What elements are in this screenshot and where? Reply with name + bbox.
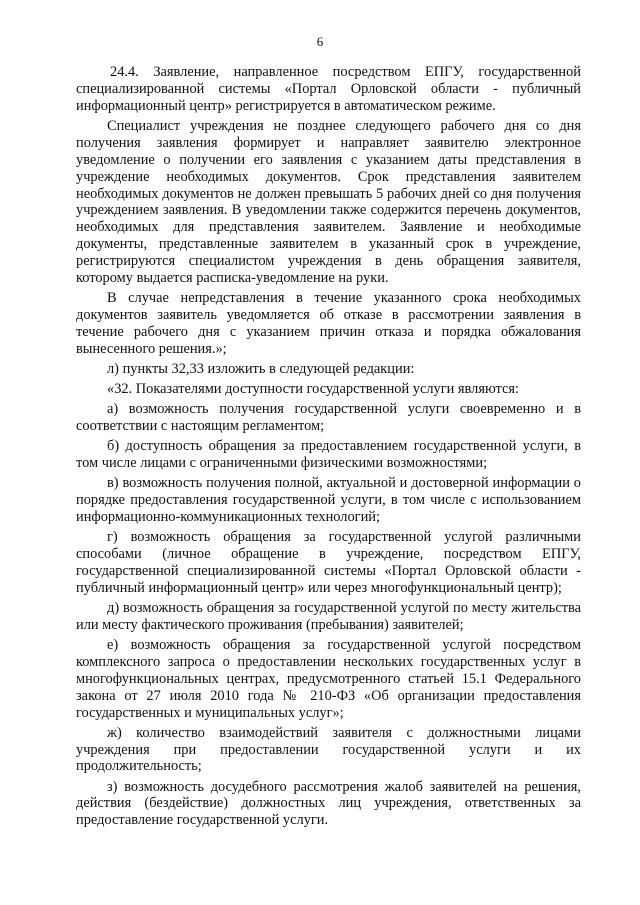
paragraph-item-32-heading: «32. Показателями доступности государственной услуги являются: bbox=[107, 381, 519, 398]
paragraph-sub-z: з) возможность досудебного рассмотрения жалоб заявителей на решения, действия (бездействие) должностных лиц учреждения, ответственных за предоставление государственной услуги. bbox=[76, 778, 581, 829]
paragraph-sub-v: в) возможность получения полной, актуальной и достоверной информации о порядке предоставления государственной услуги, в том числе с использованием информационно-коммуникационных технологий; bbox=[76, 475, 581, 525]
paragraph-24-4: 24.4. Заявление, направленное посредством ЕПГУ, государственной специализированной системы «Портал Орловской области - публичный информационный центр» регистрируется в автоматическом режиме. bbox=[76, 64, 581, 114]
paragraph-sub-a: а) возможность получения государственной услуги своевременно и в соответствии с настоящим регламентом; bbox=[76, 401, 581, 435]
paragraph-sub-zh: ж) количество взаимодействий заявителя с должностными лицами учреждения при предоставлении государственной услуги и их продолжительность; bbox=[76, 724, 581, 775]
paragraph-item-l: л) пункты 32,33 изложить в следующей редакции: bbox=[107, 360, 415, 377]
paragraph-sub-g: г) возможность обращения за государственной услугой различными способами (личное обращение в учреждение, посредством ЕПГУ, государственной специализированной системы «Портал Орловской области - публичный информационный центр» или через многофункциональный центр); bbox=[76, 529, 581, 596]
page-number: 6 bbox=[316, 34, 324, 49]
paragraph-sub-b: б) доступность обращения за предоставлением государственной услуги, в том числе лицами с ограниченными физическими возможностями; bbox=[76, 438, 581, 472]
paragraph-sub-d: д) возможность обращения за государственной услугой по месту жительства или месту фактического проживания (пребывания) заявителей; bbox=[76, 599, 581, 633]
paragraph-non-submission: В случае непредставления в течение указанного срока необходимых документов заявитель уведомляется об отказе в рассмотрении заявления в течение рабочего дня с указанием причин отказа и порядка обжалования вынесенного решения.»; bbox=[76, 290, 581, 357]
document-body bbox=[76, 64, 581, 832]
paragraph-sub-e: е) возможность обращения за государственной услугой посредством комплексного запроса о предоставлении нескольких государственных услуг в многофункциональных центрах, предусмотренного статьей 15.1 Федерального закона от 27 июля 2010 года № 210-ФЗ «Об организации предоставления государственных и муниципальных услуг»; bbox=[76, 636, 581, 721]
paragraph-specialist-notice: Специалист учреждения не позднее следующего рабочего дня со дня получения заявления формирует и направляет заявителю электронное уведомление о получении его заявления с указанием даты представления в учреждение необходимых документов. Срок представления заявителем необходимых документов не должен превышать 5 рабочих дней со дня получения учреждением заявления. В уведомлении также содержится перечень документов, необходимых для представления заявителем. Заявление и необходимые документы, представленные заявителем в указанный срок в учреждение, регистрируются специалистом учреждения в день обращения заявителя, которому выдается расписка-уведомление на руки. bbox=[76, 117, 581, 287]
